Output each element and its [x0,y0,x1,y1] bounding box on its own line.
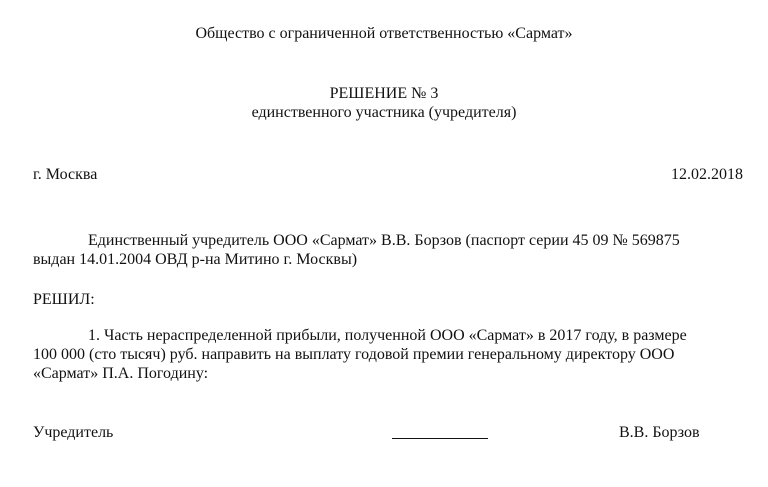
document-date: 12.02.2018 [671,166,743,183]
city: г. Москва [33,166,98,183]
decision-title: РЕШЕНИЕ № 3 [329,85,439,102]
item-1-line-2: 100 000 (сто тысяч) руб. направить на выплату годовой премии генеральному директору ООО [33,346,675,363]
signatory-role: Учредитель [33,424,114,441]
signature-line [392,438,488,439]
decision-subtitle: единственного участника (учредителя) [251,104,517,121]
organization-name: Общество с ограниченной ответственностью «Сармат» [195,25,573,42]
signatory-name: В.В. Борзов [619,424,700,441]
item-1-line-3: «Сармат» П.А. Погодину: [33,365,209,382]
resolved-label: РЕШИЛ: [33,291,95,308]
item-1-line-1: 1. Часть нераспределенной прибыли, полученной ООО «Сармат» в 2017 году, в размере [88,327,687,344]
preamble-line-1: Единственный учредитель ООО «Сармат» В.В. Борзов (паспорт серии 45 09 № 569875 [88,232,680,249]
preamble-line-2: выдан 14.01.2004 ОВД р-на Митино г. Москвы) [33,251,358,268]
